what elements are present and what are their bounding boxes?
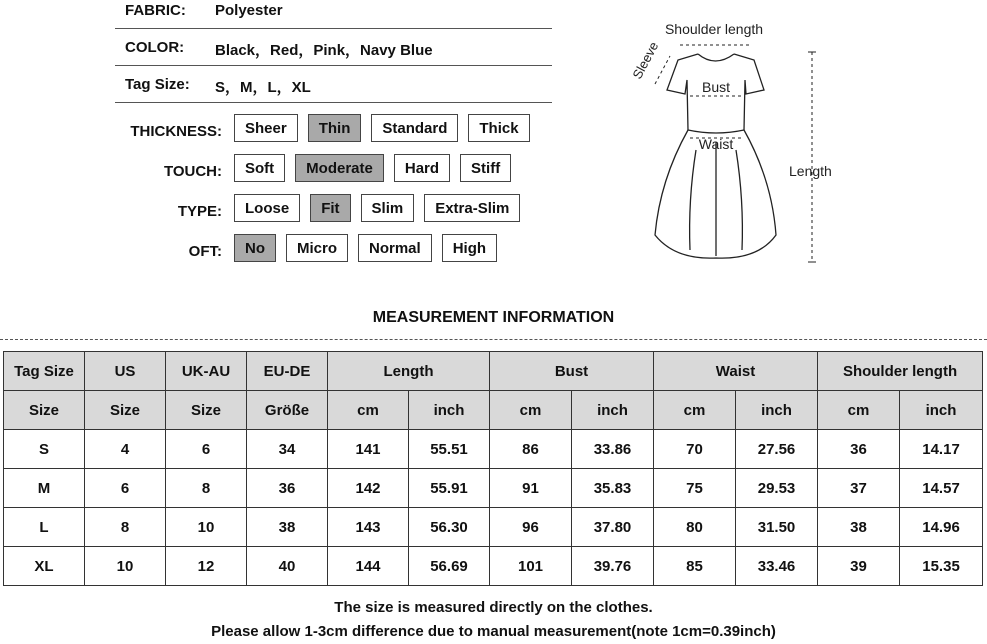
table-cell: 6 <box>85 469 166 508</box>
table-cell: 10 <box>85 547 166 586</box>
table-cell: 15.35 <box>900 547 983 586</box>
table-cell: 14.17 <box>900 430 983 469</box>
table-cell: 91 <box>490 469 572 508</box>
header-cell: cm <box>490 391 572 430</box>
table-cell: 39.76 <box>572 547 654 586</box>
table-title: MEASUREMENT INFORMATION <box>372 309 615 326</box>
table-cell: 80 <box>654 508 736 547</box>
table-cell: XL <box>4 547 85 586</box>
header-cell: inch <box>900 391 983 430</box>
table-cell: 55.51 <box>409 430 490 469</box>
table-cell: 101 <box>490 547 572 586</box>
table-cell: 29.53 <box>736 469 818 508</box>
header-cell: Size <box>4 391 85 430</box>
table-cell: 34 <box>247 430 328 469</box>
divider <box>115 102 552 103</box>
oft-options <box>234 234 497 262</box>
table-cell: 10 <box>166 508 247 547</box>
option-loose: Loose <box>234 194 300 222</box>
table-row <box>4 430 983 469</box>
table-cell: 37.80 <box>572 508 654 547</box>
touch-label: TOUCH: <box>163 163 222 180</box>
fabric-label: FABRIC: <box>125 2 186 19</box>
option-slim: Slim <box>361 194 415 222</box>
option-extra-slim: Extra-Slim <box>424 194 520 222</box>
oft-label: OFT: <box>188 243 222 260</box>
header-cell: Size <box>166 391 247 430</box>
skirt-fold <box>690 150 696 250</box>
header-row-1 <box>4 352 983 391</box>
table-row <box>4 547 983 586</box>
header-cell: Waist <box>654 352 818 391</box>
touch-options <box>234 154 511 182</box>
header-cell: cm <box>654 391 736 430</box>
divider <box>115 65 552 66</box>
fabric-value: Polyester <box>215 2 283 19</box>
type-label: TYPE: <box>177 203 222 220</box>
table-cell: 143 <box>328 508 409 547</box>
table-cell: 35.83 <box>572 469 654 508</box>
divider <box>115 28 552 29</box>
table-cell: 70 <box>654 430 736 469</box>
table-cell: 86 <box>490 430 572 469</box>
table-cell: 12 <box>166 547 247 586</box>
type-options <box>234 194 520 222</box>
header-cell: UK-AU <box>166 352 247 391</box>
measurement-table <box>3 351 983 586</box>
table-cell: 14.96 <box>900 508 983 547</box>
sleeve-measure-line <box>655 56 670 84</box>
table-cell: 36 <box>818 430 900 469</box>
table-cell: 39 <box>818 547 900 586</box>
header-cell: Size <box>85 391 166 430</box>
table-cell: 36 <box>247 469 328 508</box>
table-row <box>4 469 983 508</box>
option-soft: Soft <box>234 154 285 182</box>
table-cell: 27.56 <box>736 430 818 469</box>
thickness-options <box>234 114 530 142</box>
dress-diagram <box>600 10 860 275</box>
table-row <box>4 508 983 547</box>
option-no: No <box>234 234 276 262</box>
table-cell: 56.30 <box>409 508 490 547</box>
table-cell: L <box>4 508 85 547</box>
header-cell: Shoulder length <box>818 352 983 391</box>
header-cell: EU-DE <box>247 352 328 391</box>
option-fit: Fit <box>310 194 350 222</box>
header-cell: inch <box>572 391 654 430</box>
option-micro: Micro <box>286 234 348 262</box>
option-high: High <box>442 234 497 262</box>
option-moderate: Moderate <box>295 154 384 182</box>
left-bodice <box>667 54 698 130</box>
option-standard: Standard <box>371 114 458 142</box>
right-bodice <box>734 54 764 130</box>
header-cell: Bust <box>490 352 654 391</box>
option-hard: Hard <box>394 154 450 182</box>
table-cell: 38 <box>818 508 900 547</box>
table-cell: 31.50 <box>736 508 818 547</box>
header-cell: cm <box>328 391 409 430</box>
thickness-label: THICKNESS: <box>130 123 222 140</box>
header-cell: Tag Size <box>4 352 85 391</box>
table-cell: 55.91 <box>409 469 490 508</box>
table-cell: S <box>4 430 85 469</box>
header-cell: US <box>85 352 166 391</box>
waist-label: Waist <box>698 136 734 152</box>
waist-seam <box>688 130 744 133</box>
header-cell: inch <box>736 391 818 430</box>
shoulder-label: Shoulder length <box>664 21 764 37</box>
option-stiff: Stiff <box>460 154 511 182</box>
table-cell: 142 <box>328 469 409 508</box>
table-cell: 6 <box>166 430 247 469</box>
table-cell: 8 <box>166 469 247 508</box>
length-label: Length <box>789 163 832 179</box>
table-cell: M <box>4 469 85 508</box>
table-cell: 4 <box>85 430 166 469</box>
table-cell: 56.69 <box>409 547 490 586</box>
table-cell: 141 <box>328 430 409 469</box>
table-cell: 40 <box>247 547 328 586</box>
option-normal: Normal <box>358 234 432 262</box>
table-cell: 38 <box>247 508 328 547</box>
tag-size-value: S，M，L，XL <box>215 79 311 96</box>
option-thin: Thin <box>308 114 362 142</box>
skirt-fold <box>736 150 742 250</box>
header-cell: Größe <box>247 391 328 430</box>
header-cell: inch <box>409 391 490 430</box>
table-cell: 37 <box>818 469 900 508</box>
header-cell: Length <box>328 352 490 391</box>
dashed-divider <box>0 339 987 340</box>
table-cell: 8 <box>85 508 166 547</box>
measurement-note: The size is measured directly on the clothes. <box>334 599 653 616</box>
header-row-2 <box>4 391 983 430</box>
color-label: COLOR: <box>125 39 185 56</box>
table-cell: 33.86 <box>572 430 654 469</box>
sleeve-label: Sleeve <box>629 39 662 82</box>
table-cell: 75 <box>654 469 736 508</box>
header-cell: cm <box>818 391 900 430</box>
table-cell: 85 <box>654 547 736 586</box>
table-cell: 144 <box>328 547 409 586</box>
color-value: Black，Red，Pink，Navy Blue <box>215 42 433 59</box>
table-cell: 96 <box>490 508 572 547</box>
table-cell: 14.57 <box>900 469 983 508</box>
difference-note: Please allow 1-3cm difference due to manual measurement(note 1cm=0.39inch) <box>211 623 776 640</box>
tag-size-label: Tag Size: <box>125 76 190 93</box>
table-cell: 33.46 <box>736 547 818 586</box>
collar-shape <box>698 54 734 61</box>
option-thick: Thick <box>468 114 529 142</box>
option-sheer: Sheer <box>234 114 298 142</box>
bust-label: Bust <box>701 79 731 95</box>
